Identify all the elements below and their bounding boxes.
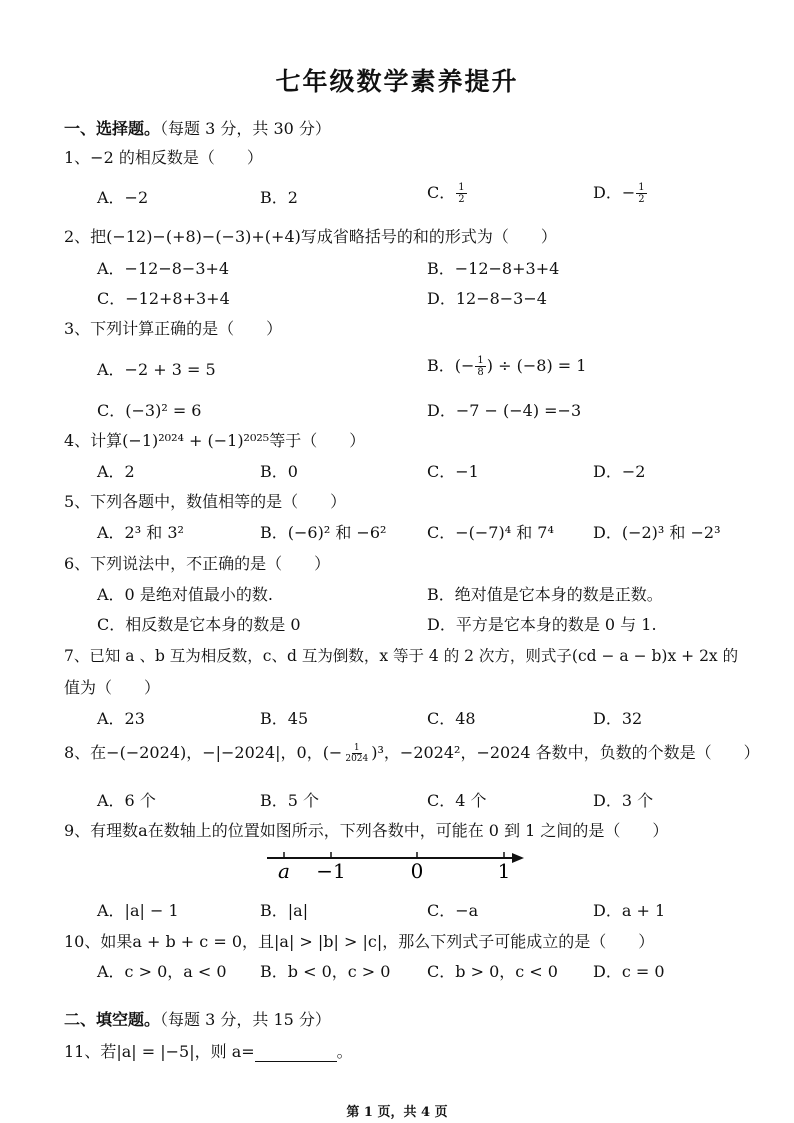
number-line-figure — [262, 848, 528, 886]
number-line-arrow — [512, 853, 524, 863]
q9-option-a: A．|a| − 1 — [97, 901, 179, 920]
q8-option-b: B．5 个 — [260, 791, 320, 810]
section-2-note: （每题 3 分，共 15 分） — [160, 1010, 331, 1029]
q11-answer-blank[interactable] — [255, 1045, 337, 1062]
axis-label-1: 1 — [497, 859, 511, 883]
q4-option-a: A．2 — [97, 462, 135, 481]
q7-option-c: C．48 — [427, 709, 476, 728]
q1-option-d-label: D．− — [593, 183, 636, 202]
q9-option-b: B．|a| — [260, 901, 309, 920]
fraction-denominator: 2 — [638, 194, 645, 205]
q5-option-a: A．2³ 和 3² — [97, 523, 184, 542]
q7-option-b: B．45 — [260, 709, 309, 728]
q11-end: 。 — [336, 1042, 353, 1061]
q8-option-a: A．6 个 — [97, 791, 156, 810]
q2-option-a: A．−12−8−3+4 — [97, 259, 230, 278]
q1-option-d — [593, 180, 648, 205]
question-4-stem: 4、计算(−1)²⁰²⁴ + (−1)²⁰²⁵等于（ ） — [64, 431, 366, 450]
q2-option-b: B．−12−8+3+4 — [427, 259, 560, 278]
q5-option-c: C．−(−7)⁴ 和 7⁴ — [427, 523, 554, 542]
q1-option-b: B．2 — [260, 188, 298, 207]
fraction-numerator: 1 — [458, 182, 465, 193]
q7-option-d: D．32 — [593, 709, 643, 728]
question-10-stem: 10、如果a + b + c = 0，且|a| > |b| > |c|，那么下列式子可能成立的是（ ） — [64, 932, 655, 951]
q9-option-c: C．−a — [427, 901, 479, 920]
page-title: 七年级数学素养提升 — [275, 67, 519, 96]
q9-option-d: D．a + 1 — [593, 901, 666, 920]
q4-option-d: D．−2 — [593, 462, 646, 481]
q10-option-a: A．c > 0，a < 0 — [97, 962, 227, 981]
fraction-numerator: 1 — [477, 355, 484, 366]
q6-option-b: B．绝对值是它本身的数是正数。 — [427, 585, 663, 604]
question-5-stem: 5、下列各题中，数值相等的是（ ） — [64, 492, 347, 511]
q1-option-c — [427, 180, 468, 205]
q2-option-d: D．12−8−3−4 — [427, 289, 547, 308]
q8-option-d: D．3 个 — [593, 791, 654, 810]
fraction-numerator: 1 — [638, 182, 645, 193]
q3-option-d: D．−7 − (−4) =−3 — [427, 401, 582, 420]
question-11 — [64, 1039, 353, 1062]
q5-option-b: B．(−6)² 和 −6² — [260, 523, 387, 542]
section-1-title: 一、选择题。 — [64, 119, 161, 138]
section-1-heading — [64, 116, 331, 139]
q4-option-c: C．−1 — [427, 462, 479, 481]
q1-option-c-fraction — [456, 182, 466, 205]
q10-option-c: C．b > 0，c < 0 — [427, 962, 558, 981]
section-1-note: （每题 3 分，共 30 分） — [160, 119, 331, 138]
q3-option-b-prefix: B．(− — [427, 356, 475, 375]
q3-option-b-suffix: ) ÷ (−8) = 1 — [486, 356, 587, 375]
q6-option-a: A．0 是绝对值最小的数. — [97, 585, 273, 604]
q4-option-b: B．0 — [260, 462, 298, 481]
question-7-stem-line-1: 7、已知 a 、b 互为相反数，c、d 互为倒数，x 等于 4 的 2 次方，则式子(cd − a − b)x + 2x 的 — [64, 647, 739, 665]
q10-option-d: D．c = 0 — [593, 962, 665, 981]
axis-label-a: a — [278, 859, 290, 883]
q1-option-a: A．−2 — [97, 188, 149, 207]
fraction-numerator: 1 — [353, 743, 360, 753]
q10-option-b: B．b < 0，c > 0 — [260, 962, 391, 981]
q11-stem: 11、若|a| = |−5|，则 a= — [64, 1042, 255, 1061]
q8-stem-suffix: )³，−2024²，−2024 各数中，负数的个数是（ ） — [371, 743, 760, 762]
q5-option-d: D．(−2)³ 和 −2³ — [593, 523, 721, 542]
question-3-stem: 3、下列计算正确的是（ ） — [64, 319, 283, 338]
q8-option-c: C．4 个 — [427, 791, 487, 810]
q3-option-b-fraction — [475, 355, 485, 378]
question-1-stem: 1、−2 的相反数是（ ） — [64, 148, 263, 167]
q2-option-c: C．−12+8+3+4 — [97, 289, 230, 308]
axis-label-minus-1: −1 — [316, 859, 346, 883]
section-2-title: 二、填空题。 — [64, 1010, 161, 1029]
q8-stem-prefix: 8、在−(−2024)，−|−2024|，0，(− — [64, 743, 343, 762]
question-6-stem: 6、下列说法中，不正确的是（ ） — [64, 554, 331, 573]
q7-option-a: A．23 — [97, 709, 145, 728]
page-footer: 第 1 页，共 4 页 — [346, 1105, 448, 1120]
fraction-denominator: 2024 — [345, 754, 369, 764]
q1-option-c-label: C． — [427, 183, 456, 202]
question-8-stem — [64, 740, 760, 764]
section-2-heading — [64, 1007, 331, 1030]
fraction-denominator: 2 — [458, 194, 465, 205]
q3-option-a: A．−2 + 3 = 5 — [97, 360, 216, 379]
question-7-stem-line-2: 值为（ ） — [64, 678, 161, 697]
question-2-stem: 2、把(−12)−(+8)−(−3)+(+4)写成省略括号的和的形式为（ ） — [64, 227, 557, 246]
q8-stem-fraction — [343, 743, 370, 764]
q3-option-b — [427, 353, 586, 378]
fraction-denominator: 8 — [477, 367, 484, 378]
q6-option-c: C．相反数是它本身的数是 0 — [97, 615, 301, 634]
question-9-stem: 9、有理数a在数轴上的位置如图所示，下列各数中，可能在 0 到 1 之间的是（ ） — [64, 821, 669, 840]
axis-label-0: 0 — [410, 859, 424, 883]
q6-option-d: D．平方是它本身的数是 0 与 1. — [427, 615, 657, 634]
q1-option-d-fraction — [636, 182, 646, 205]
q3-option-c: C．(−3)² = 6 — [97, 401, 202, 420]
